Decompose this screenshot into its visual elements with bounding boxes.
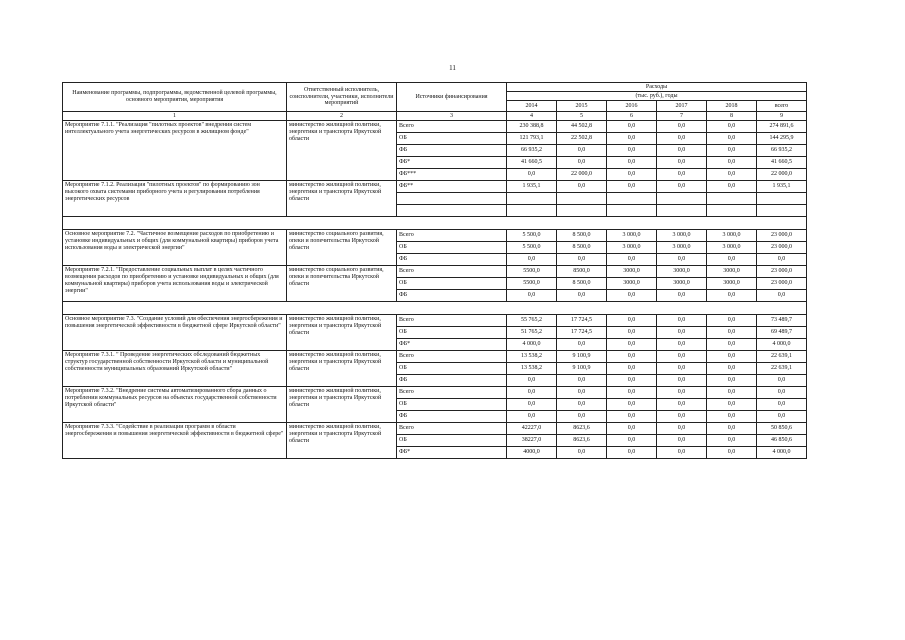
amount-cell: 0,0 bbox=[657, 181, 707, 193]
page-number: 11 bbox=[449, 64, 456, 72]
amount-cell: 0,0 bbox=[657, 387, 707, 399]
funding-source: Всего bbox=[397, 423, 507, 435]
amount-cell: 0,0 bbox=[507, 399, 557, 411]
amount-cell: 0,0 bbox=[657, 315, 707, 327]
amount-cell: 3 000,0 bbox=[607, 242, 657, 254]
amount-cell: 0,0 bbox=[707, 254, 757, 266]
amount-cell: 0,0 bbox=[607, 254, 657, 266]
empty-cell bbox=[397, 205, 507, 217]
amount-cell: 0,0 bbox=[507, 254, 557, 266]
funding-source: Всего bbox=[397, 387, 507, 399]
funding-source: ОБ bbox=[397, 133, 507, 145]
table-row bbox=[63, 351, 807, 363]
amount-cell: 0,0 bbox=[657, 254, 707, 266]
column-index: 8 bbox=[707, 112, 757, 121]
empty-cell bbox=[557, 205, 607, 217]
amount-cell: 0,0 bbox=[707, 351, 757, 363]
empty-cell bbox=[63, 217, 807, 230]
column-index: 3 bbox=[397, 112, 507, 121]
amount-cell: 4 000,0 bbox=[757, 447, 807, 459]
amount-cell: 0,0 bbox=[607, 133, 657, 145]
empty-cell bbox=[607, 205, 657, 217]
column-index-row bbox=[63, 112, 807, 121]
amount-cell: 0,0 bbox=[607, 399, 657, 411]
amount-cell: 0,0 bbox=[557, 157, 607, 169]
amount-cell: 13 538,2 bbox=[507, 351, 557, 363]
amount-cell: 5500,0 bbox=[507, 278, 557, 290]
amount-cell: 3 000,0 bbox=[707, 242, 757, 254]
amount-cell: 0,0 bbox=[707, 447, 757, 459]
amount-cell: 3 000,0 bbox=[657, 230, 707, 242]
amount-cell: 69 489,7 bbox=[757, 327, 807, 339]
amount-cell: 1 935,1 bbox=[757, 181, 807, 193]
amount-cell: 230 388,8 bbox=[507, 121, 557, 133]
amount-cell: 144 295,9 bbox=[757, 133, 807, 145]
amount-cell: 0,0 bbox=[507, 169, 557, 181]
amount-cell: 0,0 bbox=[557, 387, 607, 399]
empty-cell bbox=[757, 205, 807, 217]
amount-cell: 0,0 bbox=[607, 387, 657, 399]
empty-cell bbox=[63, 302, 807, 315]
activity-name: Мероприятие 7.3.2. "Внедрение системы автоматизированного сбора данных о потреблении коммунальных ресурсов на объектах государственной собственности Иркутской области" bbox=[63, 387, 287, 423]
table-row-spacer bbox=[63, 302, 807, 315]
amount-cell: 8 500,0 bbox=[557, 242, 607, 254]
amount-cell: 17 724,5 bbox=[557, 315, 607, 327]
amount-cell: 66 935,2 bbox=[507, 145, 557, 157]
amount-cell: 0,0 bbox=[607, 157, 657, 169]
funding-source: ОБ bbox=[397, 327, 507, 339]
amount-cell: 41 660,5 bbox=[757, 157, 807, 169]
amount-cell: 0,0 bbox=[657, 327, 707, 339]
amount-cell: 0,0 bbox=[607, 411, 657, 423]
amount-cell: 0,0 bbox=[707, 157, 757, 169]
amount-cell: 22 000,0 bbox=[557, 169, 607, 181]
executor-name: министерство жилищной политики, энергетики и транспорта Иркутской области bbox=[287, 181, 397, 217]
empty-cell bbox=[707, 205, 757, 217]
amount-cell: 23 000,0 bbox=[757, 266, 807, 278]
amount-cell: 73 489,7 bbox=[757, 315, 807, 327]
amount-cell: 0,0 bbox=[607, 169, 657, 181]
funding-source: Всего bbox=[397, 121, 507, 133]
amount-cell: 22 639,1 bbox=[757, 351, 807, 363]
amount-cell: 3000,0 bbox=[707, 278, 757, 290]
amount-cell: 0,0 bbox=[607, 351, 657, 363]
funding-source: ФБ* bbox=[397, 339, 507, 351]
amount-cell: 8500,0 bbox=[557, 266, 607, 278]
header-year: всего bbox=[757, 101, 807, 112]
amount-cell: 0,0 bbox=[557, 447, 607, 459]
amount-cell: 0,0 bbox=[707, 169, 757, 181]
amount-cell: 0,0 bbox=[507, 375, 557, 387]
amount-cell: 0,0 bbox=[707, 375, 757, 387]
empty-cell bbox=[507, 193, 557, 205]
amount-cell: 50 850,6 bbox=[757, 423, 807, 435]
empty-cell bbox=[657, 205, 707, 217]
amount-cell: 0,0 bbox=[757, 254, 807, 266]
amount-cell: 8 500,0 bbox=[557, 278, 607, 290]
header-source: Источники финансирования bbox=[397, 83, 507, 112]
amount-cell: 0,0 bbox=[657, 447, 707, 459]
amount-cell: 0,0 bbox=[757, 399, 807, 411]
funding-source: ФБ bbox=[397, 254, 507, 266]
header-name: Наименование программы, подпрограммы, ведомственной целевой программы, основного мероприятия, мероприятия bbox=[63, 83, 287, 112]
amount-cell: 0,0 bbox=[657, 363, 707, 375]
funding-source: Всего bbox=[397, 351, 507, 363]
header-year: 2015 bbox=[557, 101, 607, 112]
amount-cell: 0,0 bbox=[657, 375, 707, 387]
amount-cell: 41 660,5 bbox=[507, 157, 557, 169]
activity-name: Мероприятие 7.1.2. Реализация "пилотных проектов" по формированию зон высокого охвата системами приборного учета и регулирования потребления энергетических ресурсов bbox=[63, 181, 287, 217]
funding-source: ОБ bbox=[397, 363, 507, 375]
amount-cell: 0,0 bbox=[557, 145, 607, 157]
empty-cell bbox=[607, 193, 657, 205]
column-index: 1 bbox=[63, 112, 287, 121]
amount-cell: 23 000,0 bbox=[757, 230, 807, 242]
amount-cell: 8623,6 bbox=[557, 423, 607, 435]
funding-source: ФБ* bbox=[397, 157, 507, 169]
funding-source: ФБ bbox=[397, 375, 507, 387]
amount-cell: 0,0 bbox=[557, 375, 607, 387]
amount-cell: 0,0 bbox=[707, 121, 757, 133]
amount-cell: 0,0 bbox=[607, 315, 657, 327]
amount-cell: 3 000,0 bbox=[707, 230, 757, 242]
executor-name: министерство жилищной политики, энергетики и транспорта Иркутской области bbox=[287, 423, 397, 459]
empty-cell bbox=[707, 193, 757, 205]
header-year: 2016 bbox=[607, 101, 657, 112]
amount-cell: 0,0 bbox=[707, 435, 757, 447]
amount-cell: 3000,0 bbox=[607, 278, 657, 290]
amount-cell: 44 502,8 bbox=[557, 121, 607, 133]
amount-cell: 0,0 bbox=[607, 363, 657, 375]
amount-cell: 38227,0 bbox=[507, 435, 557, 447]
amount-cell: 13 538,2 bbox=[507, 363, 557, 375]
amount-cell: 22 639,1 bbox=[757, 363, 807, 375]
amount-cell: 42227,0 bbox=[507, 423, 557, 435]
executor-name: министерство жилищной политики, энергетики и транспорта Иркутской области bbox=[287, 351, 397, 387]
amount-cell: 0,0 bbox=[657, 423, 707, 435]
amount-cell: 0,0 bbox=[657, 169, 707, 181]
amount-cell: 55 765,2 bbox=[507, 315, 557, 327]
amount-cell: 0,0 bbox=[657, 411, 707, 423]
amount-cell: 0,0 bbox=[657, 133, 707, 145]
amount-cell: 0,0 bbox=[607, 290, 657, 302]
executor-name: министерство социального развития, опеки и попечительства Иркутской области bbox=[287, 266, 397, 302]
column-index: 9 bbox=[757, 112, 807, 121]
funding-source: ОБ bbox=[397, 242, 507, 254]
amount-cell: 3000,0 bbox=[707, 266, 757, 278]
amount-cell: 0,0 bbox=[707, 315, 757, 327]
amount-cell: 0,0 bbox=[557, 399, 607, 411]
amount-cell: 0,0 bbox=[507, 387, 557, 399]
amount-cell: 5 500,0 bbox=[507, 242, 557, 254]
amount-cell: 0,0 bbox=[757, 290, 807, 302]
amount-cell: 0,0 bbox=[557, 411, 607, 423]
amount-cell: 3 000,0 bbox=[657, 242, 707, 254]
amount-cell: 4 000,0 bbox=[757, 339, 807, 351]
funding-source: Всего bbox=[397, 230, 507, 242]
amount-cell: 22 502,8 bbox=[557, 133, 607, 145]
activity-name: Основное мероприятие 7.3. "Создание условий для обеспечения энергосбережения и повышения энергетической эффективности в бюджетной сфере Иркутской области" bbox=[63, 315, 287, 351]
amount-cell: 0,0 bbox=[707, 411, 757, 423]
amount-cell: 0,0 bbox=[707, 181, 757, 193]
amount-cell: 66 935,2 bbox=[757, 145, 807, 157]
amount-cell: 8623,6 bbox=[557, 435, 607, 447]
activity-name: Мероприятие 7.3.3. "Содействие в реализации программ в области энергосбережения и повышения энергетической эффективности в бюджетной сфере" bbox=[63, 423, 287, 459]
column-index: 5 bbox=[557, 112, 607, 121]
column-index: 6 bbox=[607, 112, 657, 121]
amount-cell: 0,0 bbox=[557, 181, 607, 193]
amount-cell: 0,0 bbox=[707, 387, 757, 399]
funding-source: ФБ*** bbox=[397, 169, 507, 181]
amount-cell: 0,0 bbox=[707, 145, 757, 157]
amount-cell: 0,0 bbox=[607, 145, 657, 157]
activity-name: Основное мероприятие 7.2. "Частичное возмещение расходов по приобретению и установке индивидуальных и общих (для коммунальной квартиры) приборов учета использования воды и электрической энергии" bbox=[63, 230, 287, 266]
header-executor: Ответственный исполнитель, соисполнители, участники, исполнители мероприятий bbox=[287, 83, 397, 112]
amount-cell: 0,0 bbox=[707, 363, 757, 375]
amount-cell: 0,0 bbox=[607, 181, 657, 193]
amount-cell: 22 000,0 bbox=[757, 169, 807, 181]
amount-cell: 0,0 bbox=[707, 399, 757, 411]
amount-cell: 3000,0 bbox=[657, 266, 707, 278]
amount-cell: 0,0 bbox=[557, 290, 607, 302]
table-row bbox=[63, 423, 807, 435]
amount-cell: 0,0 bbox=[557, 339, 607, 351]
activity-name: Мероприятие 7.3.1. " Проведение энергетических обследований бюджетных структур государственной собственности Иркутской области и муниципальной собственности муниципальных образований Иркутской области" bbox=[63, 351, 287, 387]
amount-cell: 23 000,0 bbox=[757, 278, 807, 290]
amount-cell: 0,0 bbox=[707, 133, 757, 145]
amount-cell: 0,0 bbox=[707, 327, 757, 339]
table-body bbox=[63, 112, 807, 459]
column-index: 2 bbox=[287, 112, 397, 121]
amount-cell: 0,0 bbox=[607, 121, 657, 133]
executor-name: министерство жилищной политики, энергетики и транспорта Иркутской области bbox=[287, 121, 397, 181]
amount-cell: 17 724,5 bbox=[557, 327, 607, 339]
amount-cell: 4000,0 bbox=[507, 447, 557, 459]
header-year: 2018 bbox=[707, 101, 757, 112]
amount-cell: 0,0 bbox=[657, 351, 707, 363]
amount-cell: 0,0 bbox=[757, 387, 807, 399]
amount-cell: 0,0 bbox=[557, 254, 607, 266]
amount-cell: 0,0 bbox=[657, 157, 707, 169]
activity-name: Мероприятие 7.1.1. "Реализация "пилотных проектов" внедрения систем интеллектуального учета энергетических ресурсов в жилищном фонде" bbox=[63, 121, 287, 181]
executor-name: министерство жилищной политики, энергетики и транспорта Иркутской области bbox=[287, 315, 397, 351]
table-row-spacer bbox=[63, 217, 807, 230]
amount-cell: 0,0 bbox=[607, 423, 657, 435]
empty-cell bbox=[657, 193, 707, 205]
amount-cell: 23 000,0 bbox=[757, 242, 807, 254]
table-row bbox=[63, 230, 807, 242]
table-row bbox=[63, 315, 807, 327]
funding-source: ФБ bbox=[397, 145, 507, 157]
expenses-table bbox=[62, 82, 807, 459]
amount-cell: 0,0 bbox=[607, 327, 657, 339]
executor-name: министерство жилищной политики, энергетики и транспорта Иркутской области bbox=[287, 387, 397, 423]
amount-cell: 0,0 bbox=[657, 435, 707, 447]
amount-cell: 9 100,9 bbox=[557, 351, 607, 363]
funding-source: ФБ bbox=[397, 411, 507, 423]
table-row bbox=[63, 266, 807, 278]
amount-cell: 121 793,1 bbox=[507, 133, 557, 145]
amount-cell: 0,0 bbox=[757, 411, 807, 423]
funding-source: ФБ bbox=[397, 290, 507, 302]
header-year: 2014 bbox=[507, 101, 557, 112]
header-expenses: Расходы bbox=[507, 83, 807, 92]
amount-cell: 0,0 bbox=[657, 121, 707, 133]
table-row bbox=[63, 181, 807, 193]
amount-cell: 0,0 bbox=[607, 339, 657, 351]
amount-cell: 0,0 bbox=[707, 423, 757, 435]
amount-cell: 46 850,6 bbox=[757, 435, 807, 447]
header-year: 2017 bbox=[657, 101, 707, 112]
amount-cell: 0,0 bbox=[657, 399, 707, 411]
funding-source: Всего bbox=[397, 315, 507, 327]
amount-cell: 0,0 bbox=[657, 339, 707, 351]
empty-cell bbox=[397, 193, 507, 205]
amount-cell: 0,0 bbox=[607, 435, 657, 447]
amount-cell: 3000,0 bbox=[607, 266, 657, 278]
funding-source: ОБ bbox=[397, 435, 507, 447]
amount-cell: 4 000,0 bbox=[507, 339, 557, 351]
amount-cell: 0,0 bbox=[507, 290, 557, 302]
amount-cell: 3000,0 bbox=[657, 278, 707, 290]
executor-name: министерство социального развития, опеки и попечительства Иркутской области bbox=[287, 230, 397, 266]
funding-source: ОБ bbox=[397, 278, 507, 290]
amount-cell: 0,0 bbox=[657, 145, 707, 157]
table-row bbox=[63, 387, 807, 399]
amount-cell: 0,0 bbox=[757, 375, 807, 387]
funding-source: Всего bbox=[397, 266, 507, 278]
amount-cell: 0,0 bbox=[607, 447, 657, 459]
empty-cell bbox=[757, 193, 807, 205]
amount-cell: 0,0 bbox=[657, 290, 707, 302]
amount-cell: 0,0 bbox=[507, 411, 557, 423]
amount-cell: 0,0 bbox=[707, 339, 757, 351]
amount-cell: 5500,0 bbox=[507, 266, 557, 278]
funding-source: ФБ** bbox=[397, 181, 507, 193]
column-index: 4 bbox=[507, 112, 557, 121]
table-row bbox=[63, 121, 807, 133]
empty-cell bbox=[507, 205, 557, 217]
amount-cell: 1 935,1 bbox=[507, 181, 557, 193]
empty-cell bbox=[557, 193, 607, 205]
funding-source: ФБ* bbox=[397, 447, 507, 459]
activity-name: Мероприятие 7.2.1. "Предоставление социальных выплат в целях частичного возмещения расходов по приобретению и установке индивидуальных и общих (для коммунальной квартиры) приборов учета использования воды и электрической энергии" bbox=[63, 266, 287, 302]
column-index: 7 bbox=[657, 112, 707, 121]
funding-source: ОБ bbox=[397, 399, 507, 411]
amount-cell: 51 765,2 bbox=[507, 327, 557, 339]
amount-cell: 0,0 bbox=[707, 290, 757, 302]
amount-cell: 3 000,0 bbox=[607, 230, 657, 242]
amount-cell: 8 500,0 bbox=[557, 230, 607, 242]
table-header bbox=[63, 83, 807, 112]
header-units: (тыс. руб.), годы bbox=[507, 92, 807, 101]
amount-cell: 0,0 bbox=[607, 375, 657, 387]
amount-cell: 274 891,6 bbox=[757, 121, 807, 133]
amount-cell: 9 100,9 bbox=[557, 363, 607, 375]
amount-cell: 5 500,0 bbox=[507, 230, 557, 242]
